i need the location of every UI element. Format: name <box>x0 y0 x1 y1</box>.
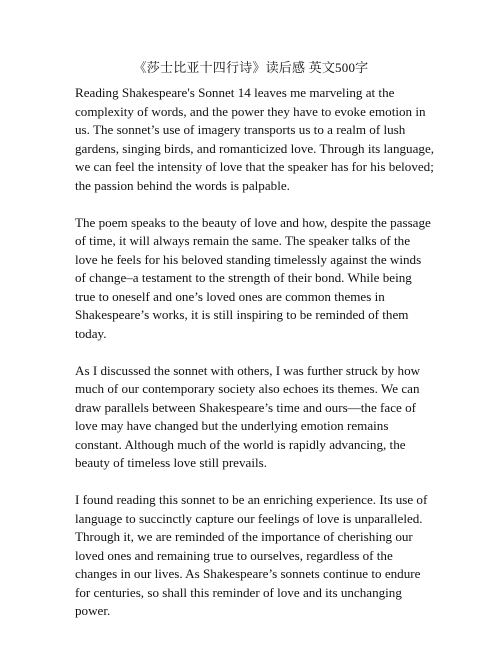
paragraph-1: Reading Shakespeare's Sonnet 14 leaves me marveling at the complexity of words, and the power they have to evoke emotion in us. The sonnet’s use of imagery transports us to a realm of lush gardens, singing birds, and romanticized love. Through its language, we can feel the intensity of love that the speaker has for his beloved; the passion behind the words is palpable. <box>75 85 435 193</box>
paragraph-4: I found reading this sonnet to be an enriching experience. Its use of language to succinctly capture our feelings of love is unparalleled. Through it, we are reminded of the importance of cherishing our loved ones and remaining true to ourselves, regardless of the changes in our lives. As Shakespeare’s sonnets continue to endure for centuries, so shall this reminder of love and its unchanging power. <box>75 492 428 618</box>
document-title: 《莎士比亚十四行诗》读后感 英文500字 <box>133 60 369 75</box>
paragraph-3: As I discussed the sonnet with others, I was further struck by how much of our contemporary society also echoes its themes. We can draw parallels between Shakespeare’s time and ours—the face of love may have changed but the underlying emotion remains constant. Although much of the world is rapidly advancing, the beauty of timeless love still prevails. <box>75 362 421 470</box>
paragraph-2: The poem speaks to the beauty of love and how, despite the passage of time, it will always remain the same. The speaker talks of the love he feels for his beloved standing timelessly against the winds of change–a testament to the strength of their bond. While being true to oneself and one’s loved ones are common themes in Shakespeare’s works, it is still inspiring to be reminded of them today. <box>75 214 431 341</box>
document-body <box>75 84 435 639</box>
